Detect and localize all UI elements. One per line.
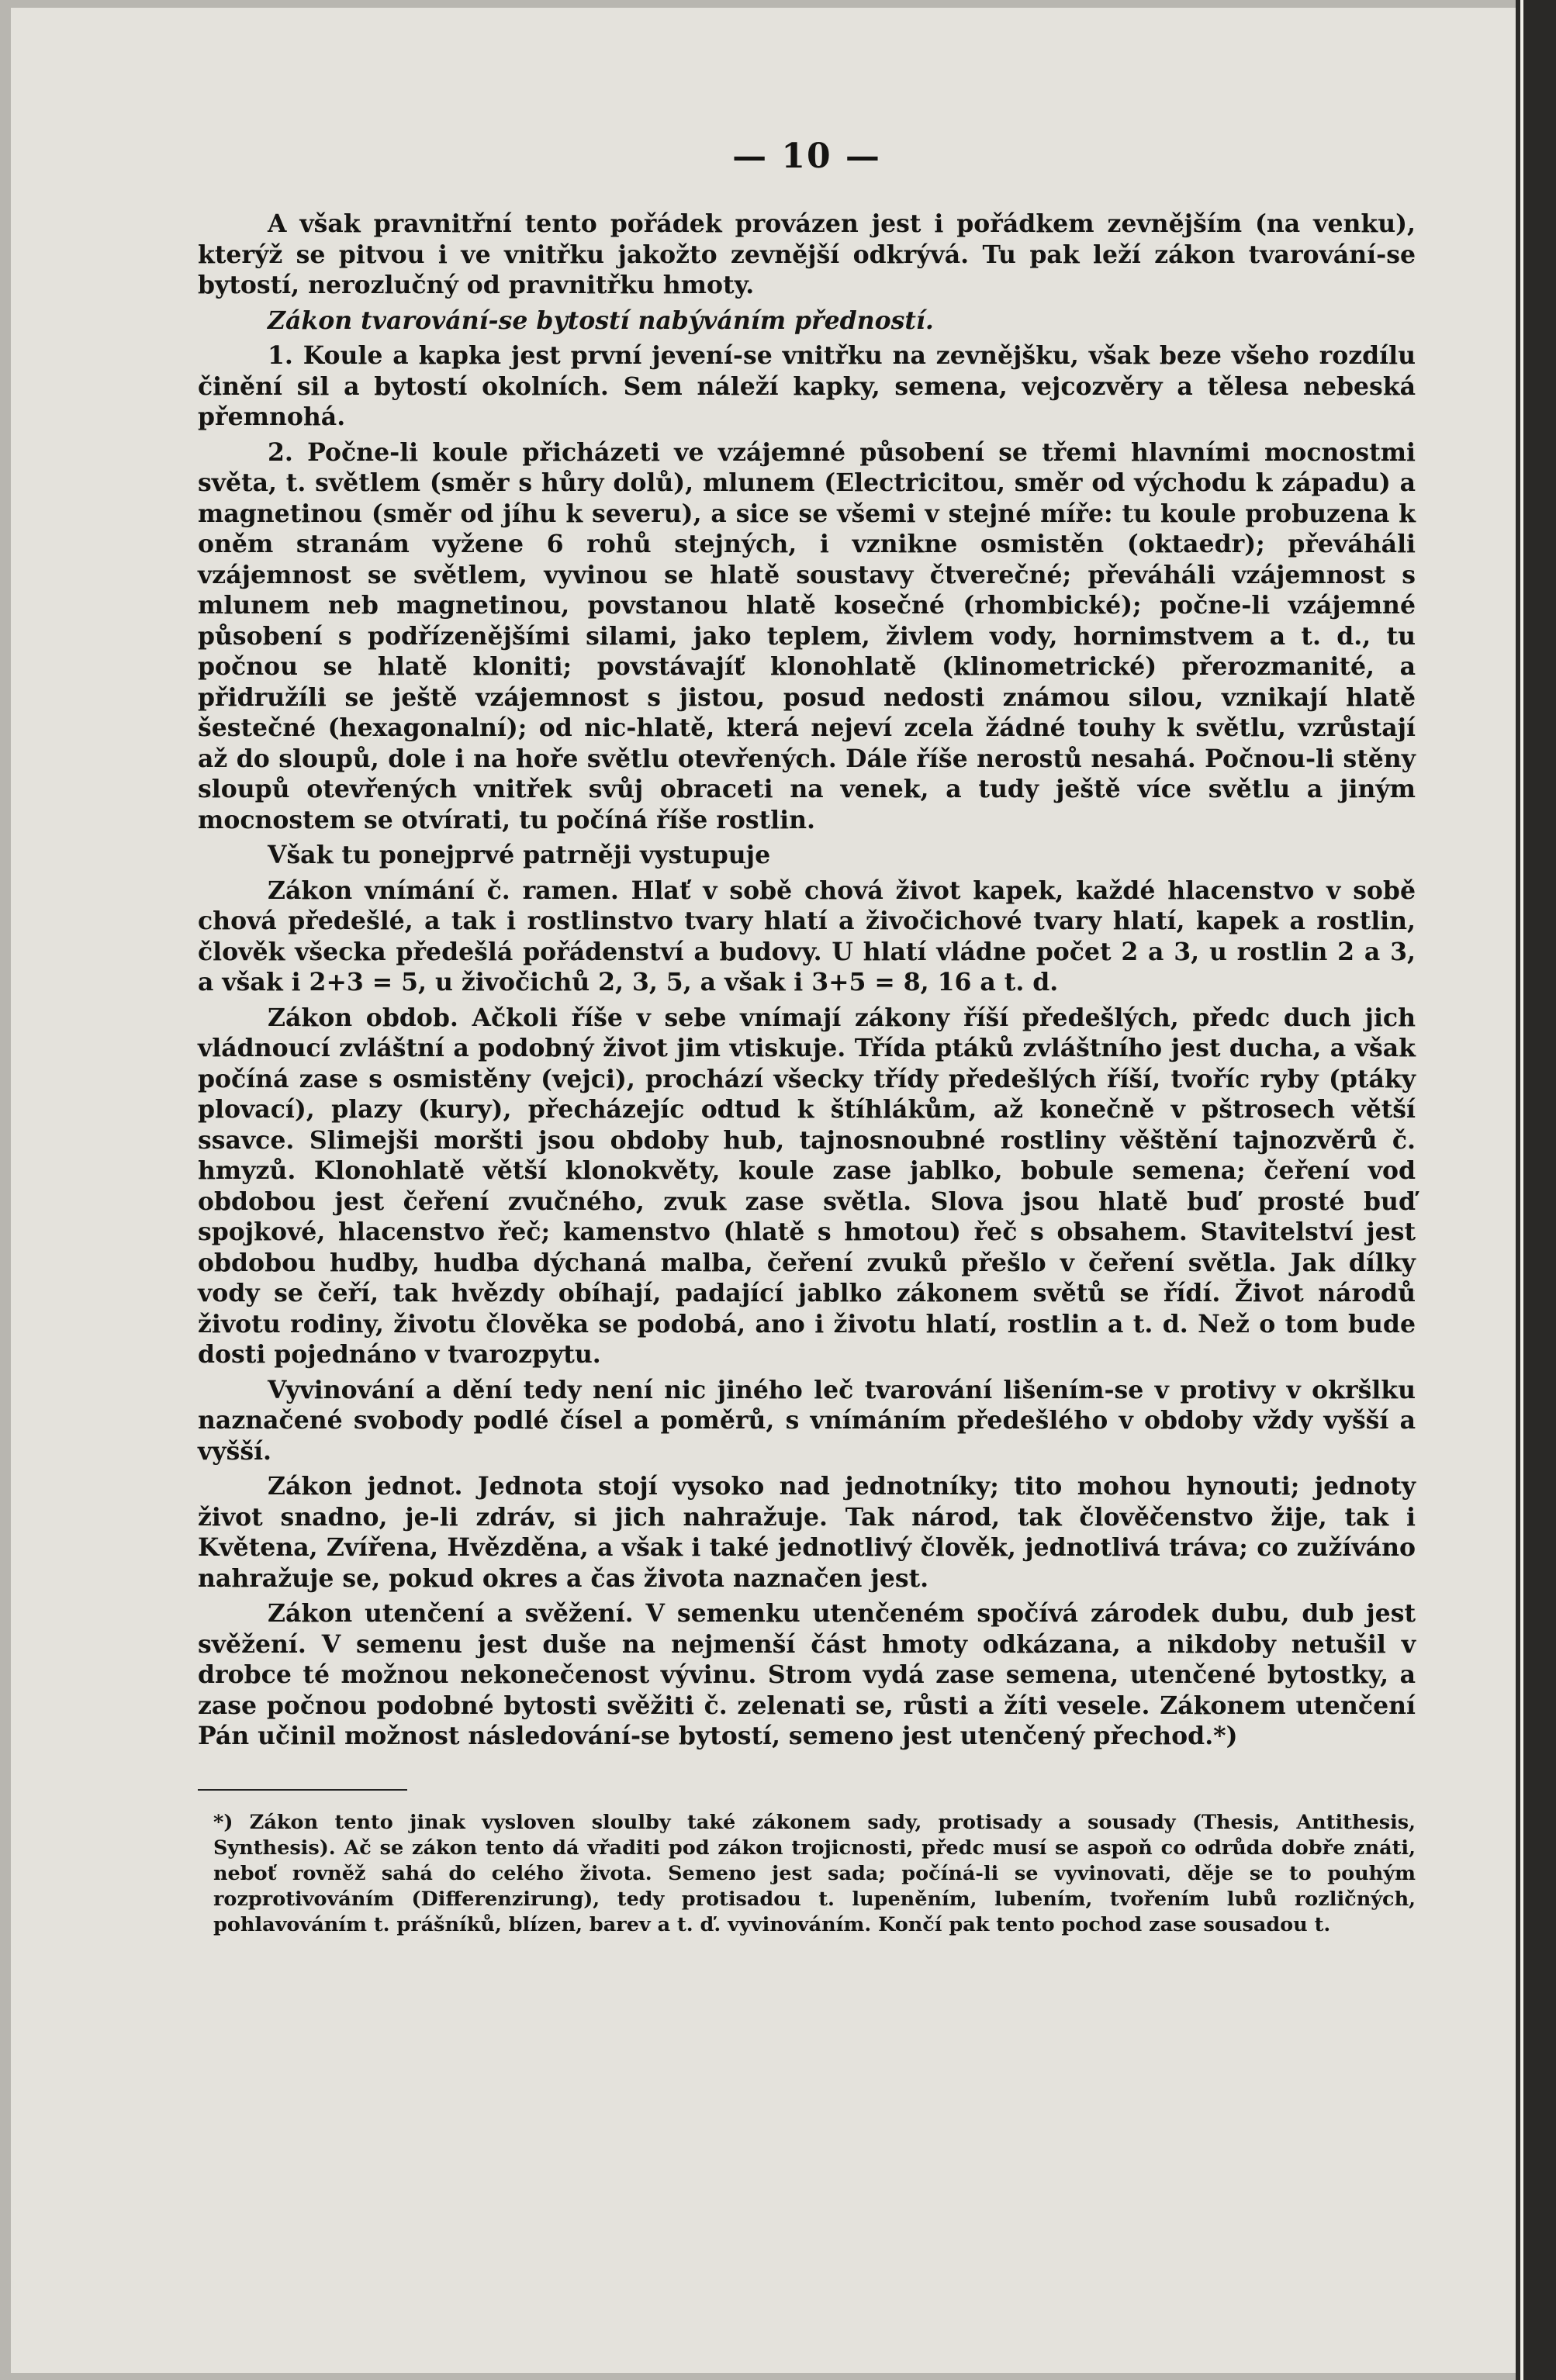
paragraph: 1. Koule a kapka jest první jevení-se vnitřku na zevnějšku, však beze všeho rozdílu činění sil a bytostí okolních. Sem náleží kapky, semena, vejcozvěry a tělesa nebeská přemnohá. [198, 341, 1416, 431]
page-content [198, 136, 1416, 1958]
paragraph: Zákon obdob. Ačkoli říše v sebe vnímají zákony říší předešlých, předc duch jich vládnoucí zvláštní a podobný život jim vtiskuje. Třída ptáků zvláštního jest ducha, a však počíná zase s osmistěny (vejci), prochází všecky třídy předešlých říší, tvoříc ryby (ptáky plovací), plazy (kury), přecházejíc odtud k štíhlákům, až konečně v pštrosech větší ssavce. Slimejši moršti jsou obdoby hub, tajnosnoubné rostliny věštění tajnozvěrů č. hmyzů. Klonohlatě větší klonokvěty, koule zase jablko, bobule semena; čeření vod obdobou jest čeření zvučného, zvuk zase světla. Slova jsou hlatě buď prosté buď spojkové, hlacenstvo řeč; kamenstvo (hlatě s hmotou) řeč s obsahem. Stavitelství jest obdobou hudby, hudba dýchaná malba, čeření zvuků přešlo v čeření světla. Jak dílky vody se čeří, tak hvězdy obíhají, padající jablko zákonem světů se řídí. Život národů životu rodiny, životu člověka se podobá, ano i životu hlatí, rostlin a t. d. Než o tom bude dosti pojednáno v tvarozpytu. [198, 1003, 1416, 1369]
paragraph: 2. Počne-li koule přicházeti ve vzájemné působení se třemi hlavními mocnostmi světa, t. světlem (směr s hůry dolů), mlunem (Electricitou, směr od východu k západu) a magnetinou (směr od jíhu k severu), a sice se všemi v stejné míře: tu koule probuzena k oněm stranám vyžene 6 rohů stejných, i vznikne osmistěn (oktaedr); převáháli vzájemnost se světlem, vyvinou se hlatě soustavy čtverečné; převáháli vzájemnost s mlunem neb magnetinou, povstanou hlatě kosečné (rhombické); počne-li vzájemné působení s podřízenějšími silami, jako teplem, živlem vody, hornimstvem a t. d., tu počnou se hlatě kloniti; povstávajíť klonohlatě (klinometrické) přerozmanité, a přidružíli se ještě vzájemnost s jistou, posud nedosti známou silou, vznikají hlatě šestečné (hexagonalní); od nic-hlatě, která nejeví zcela žádné touhy k světlu, vzrůstají až do sloupů, dole i na hoře světlu otevřených. Dále říše nerostů nesahá. Počnou-li stěny sloupů otevřených vnitřek svůj obraceti na venek, a tudy ještě více světlu a jiným mocnostem se otvírati, tu počíná říše rostlin. [198, 437, 1416, 834]
footnote: *) Zákon tento jinak vysloven sloulby také zákonem sady, protisady a sousady (Thesis, Antithesis, Synthesis). Ač se zákon tento dá vřaditi pod zákon trojicnosti, předc musí se aspoň co odrůda dobře znáti, neboť rovněž sahá do celého života. Semeno jest sada; počíná-li se vyvinovati, děje se to pouhým rozprotivováním (Differenzirung), tedy protisadou t. lupeněním, lubením, tvořením lubů rozličných, pohlavováním t. prášníků, blízen, barev a t. ď. vyvinováním. Končí pak tento pochod zase sousadou t. [213, 1811, 1416, 1936]
paragraph: Zákon vnímání č. ramen. Hlať v sobě chová život kapek, každé hlacenstvo v sobě chová předešlé, a tak i rostlinstvo tvary hlatí a živočichové tvary hlatí, kapek a rostlin, člověk všecka předešlá pořádenství a budovy. U hlatí vládne počet 2 a 3, u rostlin 2 a 3, a však i 2+3 = 5, u živočichů 2, 3, 5, a však i 3+5 = 8, 16 a t. d. [198, 876, 1416, 997]
page-edge-line [1520, 0, 1523, 2380]
paragraph: Vyvinování a dění tedy není nic jiného leč tvarování lišením-se v protivy v okršlku naznačené svobody podlé čísel a poměrů, s vnímáním předešlého v obdoby vždy vyšší a vyšší. [198, 1375, 1416, 1466]
paragraph: A však pravnitřní tento pořádek provázen jest i pořádkem zevnějším (na venku), kterýž se pitvou i ve vnitřku jakožto zevnější odkrývá. Tu pak leží zákon tvarování-se bytostí, nerozlučný od pravnitřku hmoty. [198, 209, 1416, 299]
page-number: — 10 — [732, 136, 881, 176]
main-text [198, 209, 1416, 1752]
paragraph: Však tu ponejprvé patrněji vystupuje [268, 841, 771, 869]
paragraph: Zákon utenčení a svěžení. V semenku utenčeném spočívá zárodek dubu, dub jest svěžení. V semenu jest duše na nejmenší část hmoty odkázana, a nikdoby netušil v drobce té možnou nekonečenost vývinu. Strom vydá zase semena, utenčené bytostky, a zase počnou podobné bytosti svěžiti č. zelenati se, růsti a žíti vesele. Zákonem utenčení Pán učinil možnost následování-se bytostí, semeno jest utenčený přechod.*) [198, 1599, 1416, 1750]
footnote-separator [198, 1789, 407, 1791]
paragraph: Zákon jednot. Jednota stojí vysoko nad jednotníky; tito mohou hynouti; jednoty život snadno, je-li zdráv, si jich nahražuje. Tak národ, tak člověčenstvo žije, tak i Květena, Zvířena, Hvězděna, a však i také jednotlivý člověk, jednotlivá tráva; co zužíváno nahražuje se, pokud okres a čas života naznačen jest. [198, 1472, 1416, 1593]
section-heading: Zákon tvarování-se bytostí nabýváním předností. [268, 306, 934, 335]
